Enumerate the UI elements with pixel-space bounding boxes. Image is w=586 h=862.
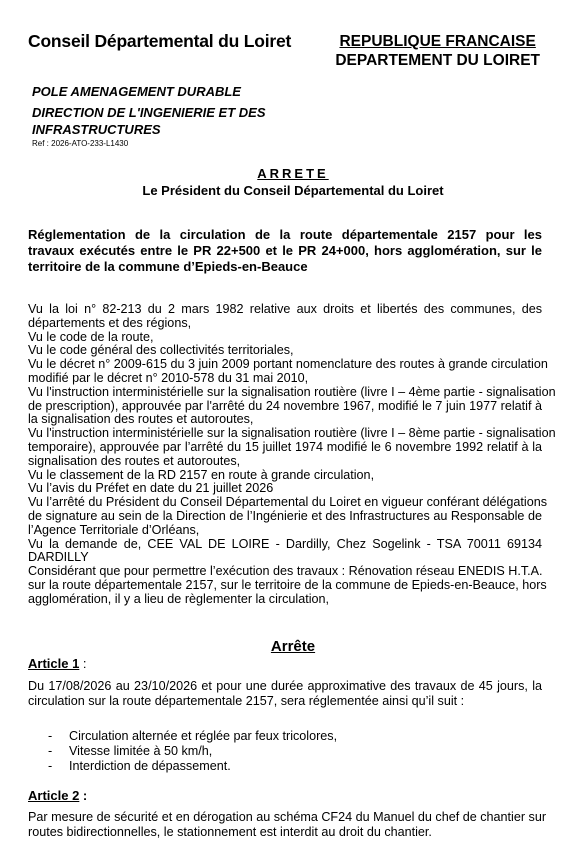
president-line: Le Président du Conseil Départemental du Loiret bbox=[142, 183, 444, 198]
department-title: DEPARTEMENT DU LOIRET bbox=[335, 52, 540, 69]
republic-header bbox=[335, 32, 540, 70]
subject-line: Réglementation de la circulation de la route départementale 2157 pour les bbox=[28, 227, 542, 242]
article2-title: Article 2 bbox=[28, 788, 80, 803]
article2-paragraph bbox=[28, 810, 547, 840]
bullet-item: - Circulation alternée et réglée par feux tricolores, bbox=[48, 729, 338, 743]
visa-line: signalisation des routes et autoroutes, bbox=[28, 453, 241, 468]
visa-line: Vu la loi n° 82-213 du 2 mars 1982 relative aux droits et libertés des communes, des bbox=[28, 302, 542, 316]
subject-block bbox=[28, 227, 542, 275]
republic-title: REPUBLIQUE FRANCAISE bbox=[339, 33, 536, 50]
arrete-section-heading: Arrête bbox=[270, 638, 316, 655]
article2-colon: : bbox=[79, 788, 88, 803]
bullet-item: - Vitesse limitée à 50 km/h, bbox=[48, 744, 213, 758]
visa-line: de signature au sein de la Direction de l’Ingénierie et des Infrastructures au Responsable de bbox=[28, 508, 542, 523]
visa-line: Vu le code de la route, bbox=[28, 329, 154, 344]
direction-name-line1: DIRECTION DE L'INGENIERIE ET DES bbox=[32, 105, 266, 120]
direction-name-line2: INFRASTRUCTURES bbox=[32, 122, 161, 137]
visa-line: Vu le code général des collectivités territoriales, bbox=[28, 343, 294, 358]
visa-line: Vu la demande de, CEE VAL DE LOIRE - Dardilly, Chez Sogelink - TSA 70011 69134 bbox=[28, 536, 542, 551]
visa-line: Vu l’arrêté du Président du Conseil Départemental du Loiret en vigueur conférant délégations bbox=[28, 495, 547, 510]
article1-line: Du 17/08/2026 au 23/10/2026 et pour une durée approximative des travaux de 45 jours, la bbox=[28, 679, 542, 693]
arrete-heading: ARRETE bbox=[257, 166, 329, 181]
article2-line: Par mesure de sécurité et en dérogation au schéma CF24 du Manuel du chef de chantier sur bbox=[28, 810, 547, 824]
visa-line: sur la route départementale 2157, sur le territoire de la commune de Epieds-en-Beauce, hors bbox=[28, 577, 547, 592]
subject-line: territoire de la commune d’Epieds-en-Beauce bbox=[28, 259, 308, 274]
article1-title: Article 1 bbox=[28, 656, 80, 671]
visa-line: Vu le décret n° 2009-615 du 3 juin 2009 portant nomenclature des routes à grande circulation bbox=[28, 357, 548, 372]
article1-heading bbox=[28, 656, 87, 671]
visa-line: Considérant que pour permettre l’exécution des travaux : Rénovation réseau ENEDIS H.T.A. bbox=[28, 564, 543, 579]
article1-line: circulation sur la route départementale 2157, sera réglementée ainsi qu’il suit : bbox=[28, 694, 465, 708]
visa-line: l’Agence Territoriale d’Orléans, bbox=[28, 522, 200, 537]
visa-line: Vu l'instruction interministérielle sur la signalisation routière (livre I – 8ème partie - signalisation bbox=[28, 426, 556, 441]
article1-bullets bbox=[48, 729, 337, 774]
visa-line: départements et des régions, bbox=[28, 315, 192, 330]
article1-colon: : bbox=[79, 656, 87, 671]
visa-line: Vu le classement de la RD 2157 en route à grande circulation, bbox=[28, 467, 375, 482]
visa-line: la signalisation des routes et autoroutes, bbox=[28, 412, 254, 427]
visa-line: de prescription), approuvée par l'arrêté du 24 novembre 1967, modifié le 7 juin 1977 relatif à bbox=[28, 398, 542, 413]
article2-line: routes bidirectionnelles, le stationnement est interdit au droit du chantier. bbox=[28, 825, 432, 839]
visa-line: DARDILLY bbox=[28, 550, 89, 565]
visa-line: temporaire), approuvée par l’arrêté du 15 juillet 1974 modifié le 6 novembre 1992 relatif à la bbox=[28, 439, 542, 454]
bullet-text: Interdiction de dépassement. bbox=[69, 759, 231, 773]
visa-line: Vu l'instruction interministérielle sur la signalisation routière (livre I – 4ème partie - signalisation bbox=[28, 384, 556, 399]
bullet-text: Circulation alternée et réglée par feux tricolores, bbox=[69, 729, 338, 743]
issuer-title: Conseil Départemental du Loiret bbox=[28, 31, 292, 51]
visas-block bbox=[28, 302, 556, 607]
department-block bbox=[32, 83, 266, 138]
visa-line: modifié par le décret n° 2010-578 du 31 mai 2010, bbox=[28, 370, 309, 385]
bullet-item: - Interdiction de dépassement. bbox=[48, 759, 231, 773]
article2-heading bbox=[28, 788, 87, 803]
pole-name: POLE AMENAGEMENT DURABLE bbox=[32, 84, 241, 99]
article1-paragraph bbox=[28, 679, 542, 709]
subject-line: travaux exécutés entre le PR 22+500 et le PR 24+000, hors agglomération, sur le bbox=[28, 243, 542, 258]
bullet-text: Vitesse limitée à 50 km/h, bbox=[69, 744, 213, 758]
reference-number: Ref : 2026-ATO-233-L1430 bbox=[32, 139, 129, 148]
visa-line: agglomération, il y a lieu de règlementer la circulation, bbox=[28, 591, 330, 606]
visa-line: Vu l’avis du Préfet en date du 21 juillet 2026 bbox=[28, 481, 274, 496]
